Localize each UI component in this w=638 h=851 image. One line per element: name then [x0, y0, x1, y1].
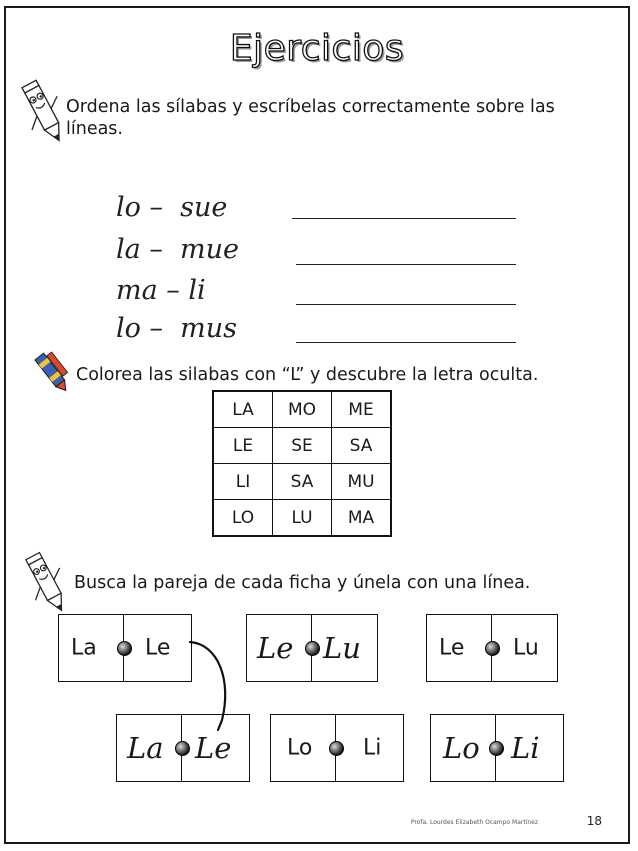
instruction-ordena: Ordena las sílabas y escríbelas correctamente sobre las líneas. — [66, 97, 555, 139]
grid-cell[interactable]: LU — [273, 500, 332, 537]
instruction-colorea: Colorea las silabas con “L” y descubre la letra oculta. — [76, 365, 539, 385]
card-left-syllable: Lo — [443, 731, 480, 765]
card-right-syllable: Li — [511, 731, 540, 765]
card-right-syllable: Li — [363, 735, 382, 761]
syllable-row-2: la – mue — [116, 234, 239, 265]
grid-cell[interactable]: LE — [213, 428, 273, 464]
grid-cell[interactable]: LA — [213, 391, 273, 428]
page-title: Ejercicios — [229, 28, 405, 69]
page-number: 18 — [586, 814, 602, 828]
syllable-row-3: ma – li — [116, 275, 206, 306]
syllable-row-4: lo – mus — [116, 313, 237, 344]
card-left-syllable: Le — [439, 635, 465, 661]
worksheet-page — [4, 6, 630, 844]
card-right-syllable: Le — [195, 731, 232, 765]
connecting-line — [6, 8, 632, 846]
card-left-syllable: La — [71, 635, 97, 661]
card-left-syllable: Le — [257, 631, 294, 665]
instruction-busca: Busca la pareja de cada ficha y únela con una línea. — [74, 573, 531, 593]
grid-cell[interactable]: MA — [332, 500, 392, 537]
grid-cell[interactable]: ME — [332, 391, 392, 428]
syllable-row-1: lo – sue — [116, 192, 228, 223]
card-right-syllable: Lu — [323, 631, 361, 665]
grid-cell[interactable]: SE — [273, 428, 332, 464]
card-right-syllable: Le — [145, 635, 171, 661]
card-left-syllable: La — [127, 731, 164, 765]
author-credit: Profa. Lourdes Elizabeth Ocampo Martínez — [410, 819, 538, 826]
grid-cell[interactable]: MU — [332, 464, 392, 500]
grid-cell[interactable]: SA — [332, 428, 392, 464]
grid-cell[interactable]: SA — [273, 464, 332, 500]
grid-cell[interactable]: LI — [213, 464, 273, 500]
grid-cell[interactable]: MO — [273, 391, 332, 428]
card-left-syllable: Lo — [287, 735, 313, 761]
grid-cell[interactable]: LO — [213, 500, 273, 537]
card-right-syllable: Lu — [513, 635, 539, 661]
